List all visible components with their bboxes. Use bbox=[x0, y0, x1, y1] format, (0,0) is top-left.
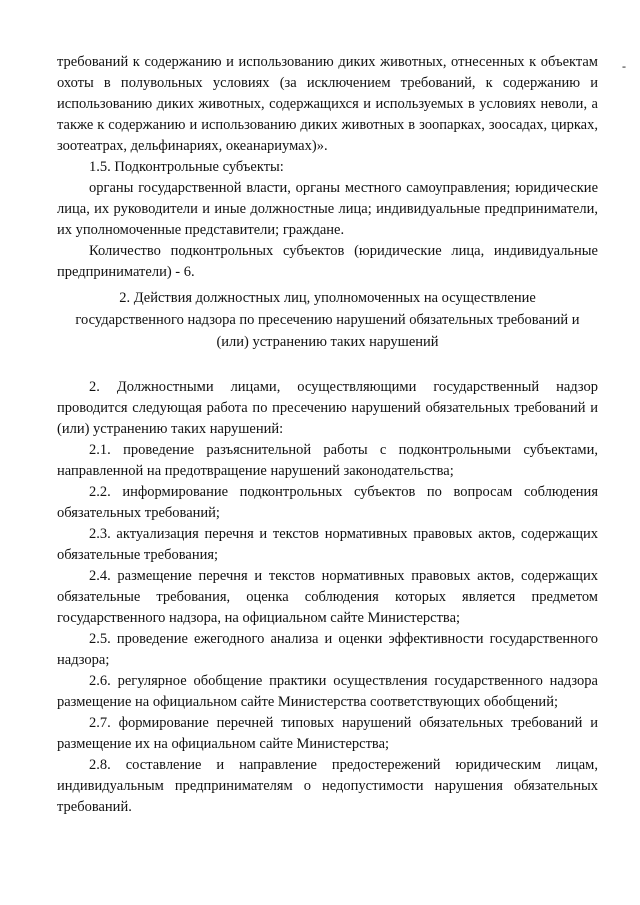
intro-paragraph-continuation: требований к содержанию и использованию диких животных, отнесенных к объектам охоты в полувольных условиях (за исключением требований, к содержанию и использованию диких животных, содержащихся и используемых в условиях неволи, а также к содержанию и использованию диких животных в зоопарках, зоосадах, цирках, зоотеатрах, дельфинариях, океанариумах)». bbox=[57, 54, 598, 154]
section-1-5-title: 1.5. Подконтрольные субъекты: bbox=[89, 159, 284, 175]
list-item: 2.4. размещение перечня и текстов нормативных правовых актов, содержащих обязательные требования, оценка соблюдения которых является предметом государственного надзора, на официальном сайте Министерства; bbox=[57, 568, 598, 626]
list-item: 2.2. информирование подконтрольных субъектов по вопросам соблюдения обязательных требований; bbox=[57, 484, 598, 521]
list-item: 2.1. проведение разъяснительной работы с подконтрольными субъектами, направленной на предотвращение нарушений законодательства; bbox=[57, 442, 598, 479]
section-2-heading-line-2: государственного надзора по пресечению нарушений обязательных требований и bbox=[75, 312, 580, 328]
corner-mark: - bbox=[622, 59, 626, 73]
subjects-list-paragraph: органы государственной власти, органы местного самоуправления; юридические лица, их руководители и иные должностные лица; индивидуальные предприниматели, их уполномоченные представители; граждане. bbox=[57, 180, 598, 238]
section-2-body bbox=[57, 377, 598, 818]
section-2-heading-line-3: (или) устранению таких нарушений bbox=[216, 334, 439, 350]
list-item: 2.7. формирование перечней типовых нарушений обязательных требований и размещение их на официальном сайте Министерства; bbox=[57, 715, 598, 752]
list-item: 2.3. актуализация перечня и текстов нормативных правовых актов, содержащих обязательные требования; bbox=[57, 526, 598, 563]
list-item: 2.8. составление и направление предостережений юридическим лицам, индивидуальным предпринимателям о недопустимости нарушения обязательных требований. bbox=[57, 757, 598, 815]
section-2-heading-line-1: 2. Действия должностных лиц, уполномоченных на осуществление bbox=[119, 290, 536, 306]
list-item: 2.6. регулярное обобщение практики осуществления государственного надзора размещение на официальном сайте Министерства соответствующих обобщений; bbox=[57, 673, 598, 710]
section-2-heading bbox=[57, 287, 598, 353]
list-item: 2.5. проведение ежегодного анализа и оценки эффективности государственного надзора; bbox=[57, 631, 598, 668]
section-2-lead-paragraph: 2. Должностными лицами, осуществляющими государственный надзор проводится следующая работа по пресечению нарушений обязательных требований и (или) устранению таких нарушений: bbox=[57, 379, 598, 437]
intro-block bbox=[57, 52, 598, 283]
subjects-count-paragraph: Количество подконтрольных субъектов (юридические лица, индивидуальные предприниматели) - 6. bbox=[57, 243, 598, 280]
